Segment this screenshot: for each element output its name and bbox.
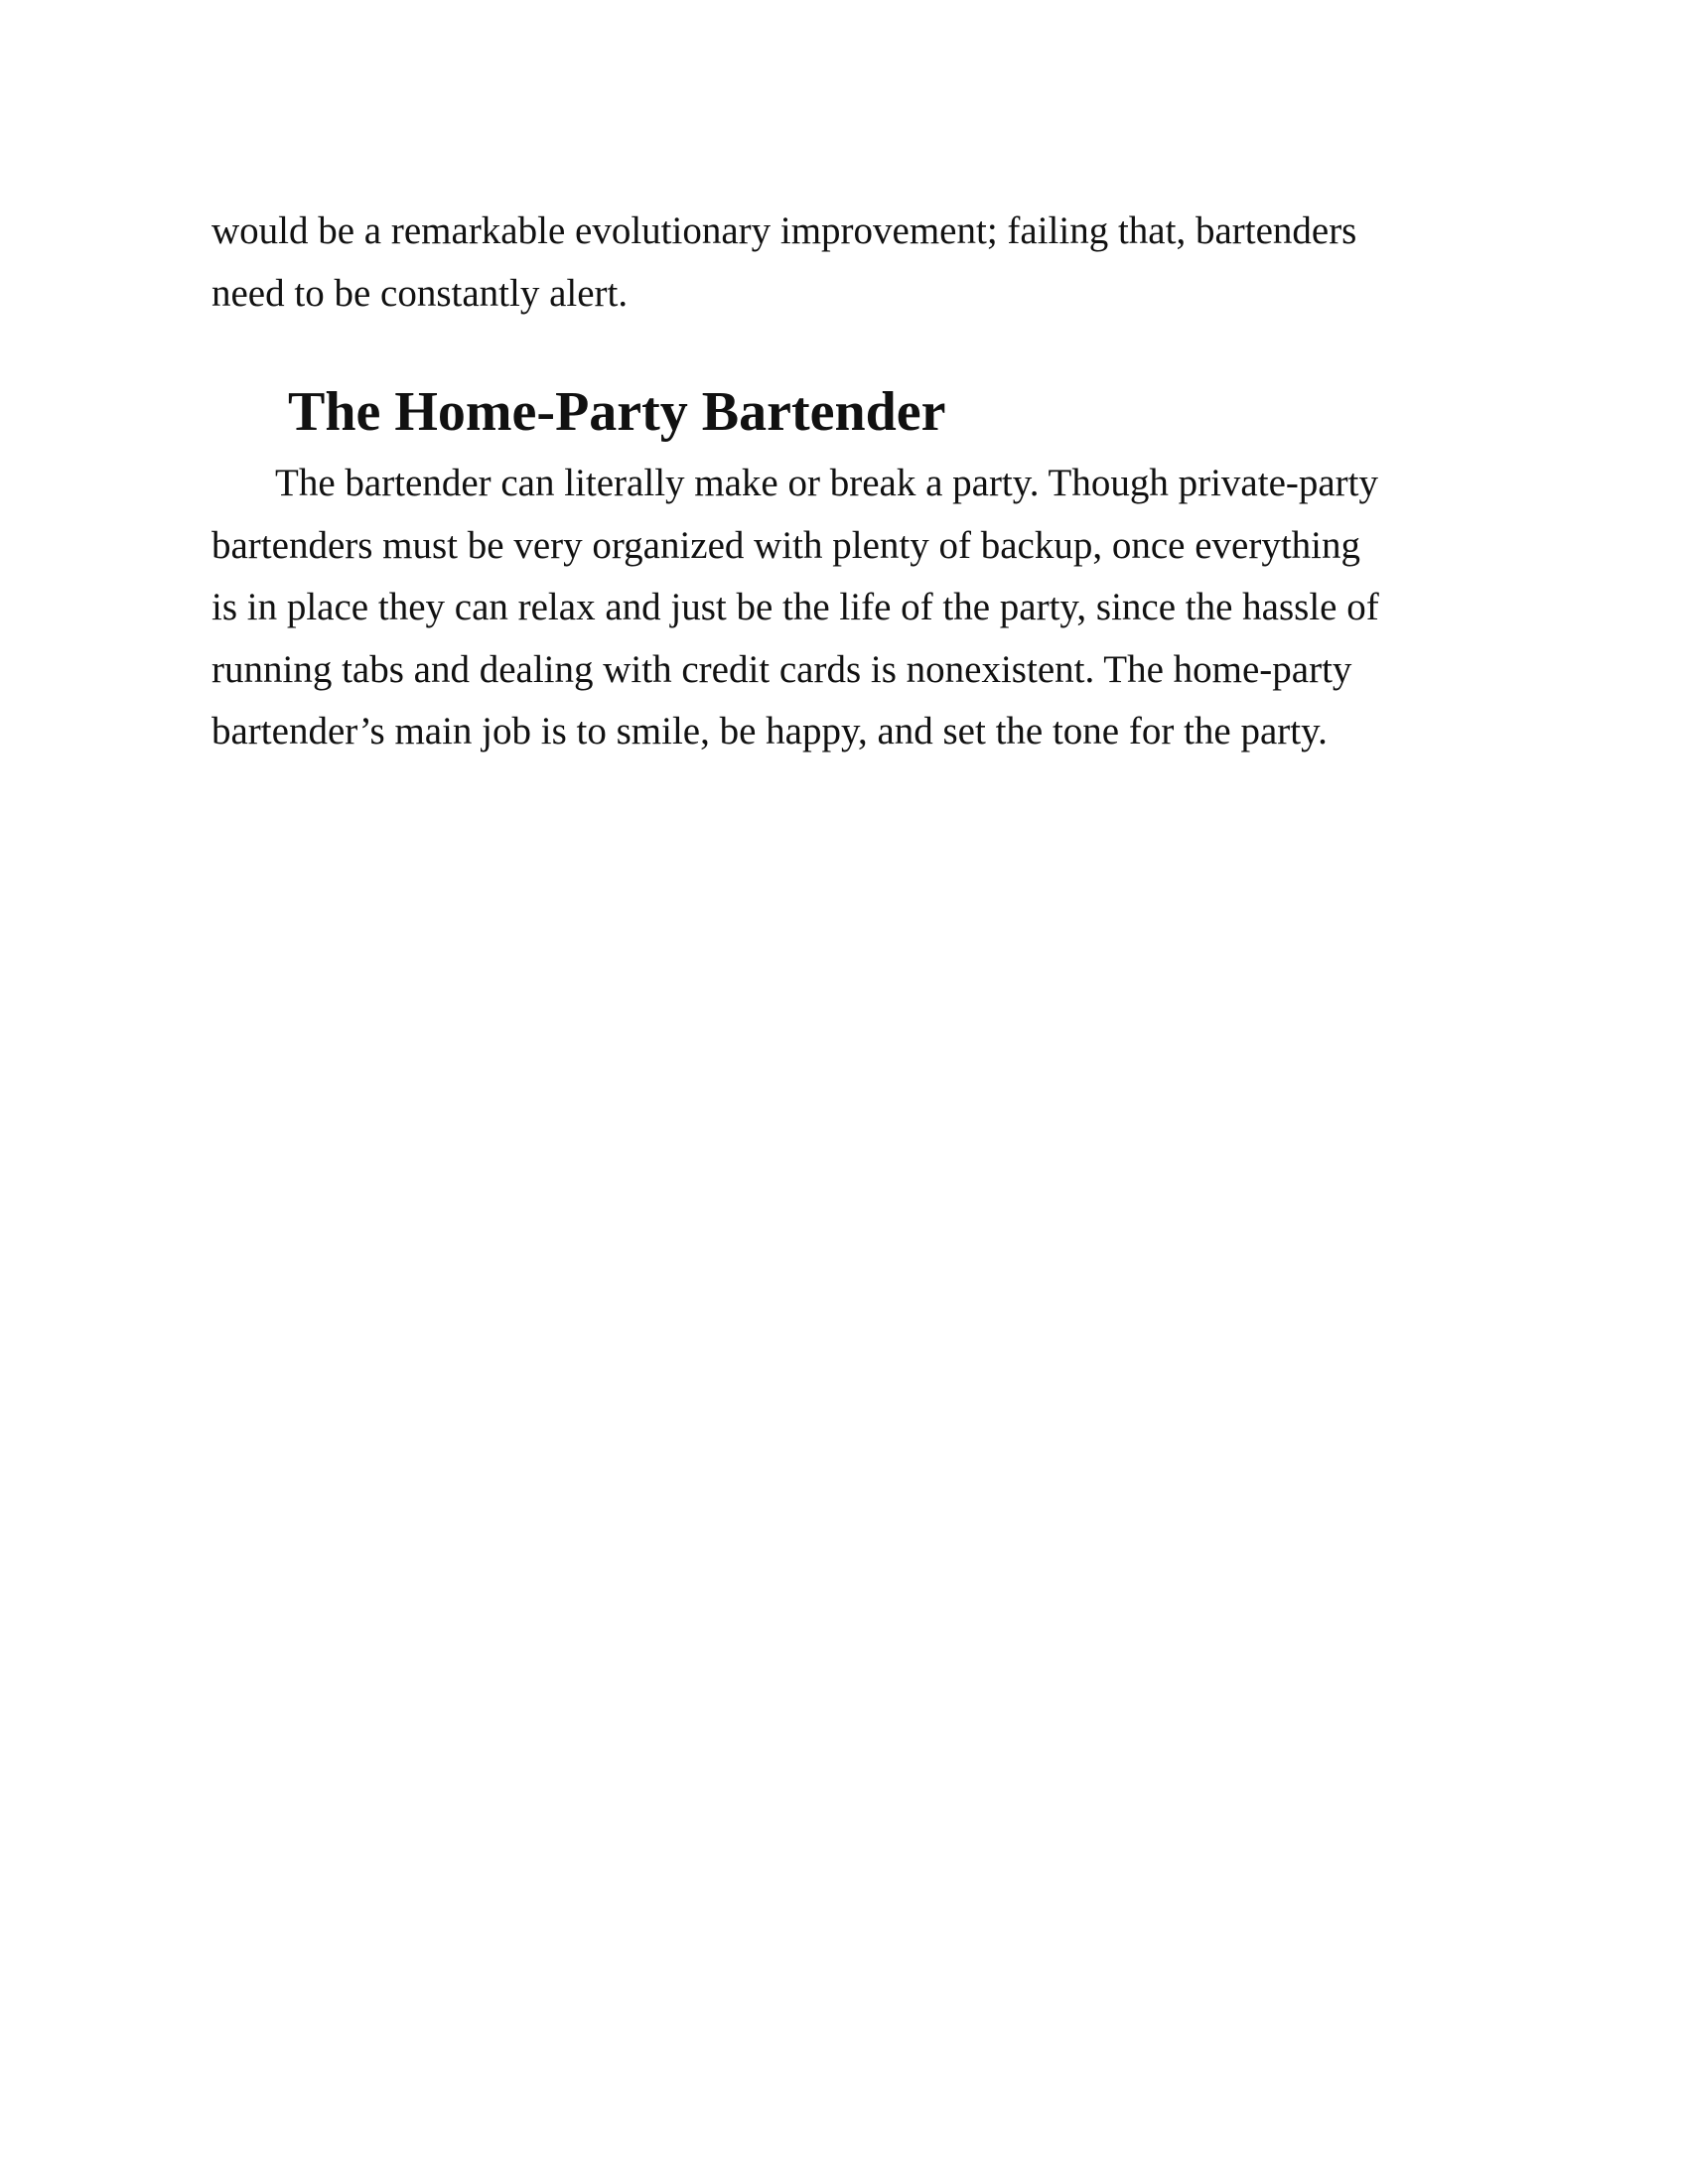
- paragraph-line-5: bartender’s main job is to smile, be happy, and set the tone for the party.: [211, 710, 1328, 752]
- paragraph-line-4: running tabs and dealing with credit cards is nonexistent. The home-party: [211, 648, 1352, 691]
- continuation-line-2: need to be constantly alert.: [211, 272, 629, 315]
- paragraph-line-2: bartenders must be very organized with plenty of backup, once everything: [211, 524, 1360, 567]
- continuation-line-1: would be a remarkable evolutionary improvement; failing that, bartenders: [211, 209, 1357, 252]
- paragraph-line-1: The bartender can literally make or break a party. Though private-party: [275, 462, 1379, 504]
- paragraph-line-3: is in place they can relax and just be the life of the party, since the hassle of: [211, 586, 1379, 628]
- section-heading: The Home-Party Bartender: [288, 381, 946, 443]
